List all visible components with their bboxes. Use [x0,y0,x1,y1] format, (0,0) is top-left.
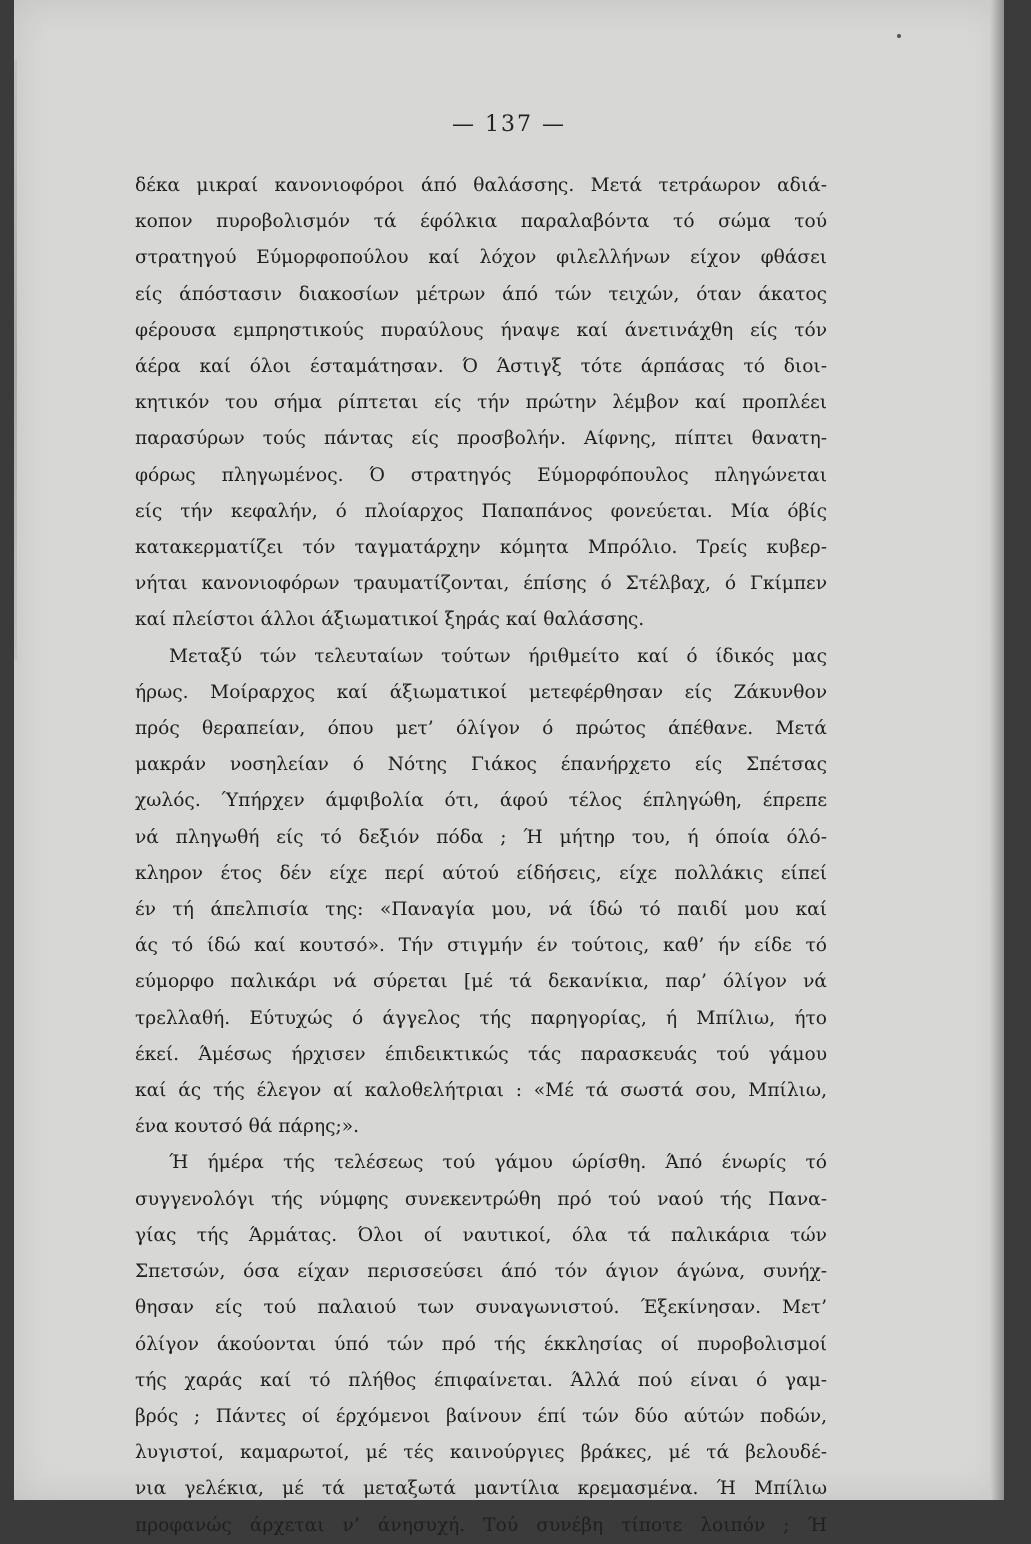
text-line: νήται κανονιοφόρων τραυματίζονται, έπίσης ό Στέλβαχ, ό Γκίμπεν [135,573,827,595]
text-line: προφανώς άρχεται ν’ άνησυχή. Τού συνέβη τίποτε λοιπόν ; Ή [135,1514,827,1536]
text-line: στρατηγού Εύμορφοπούλου καί λόχον φιλελλήνων είχον φθάσει [135,247,827,269]
text-line: ένα κουτσό θά πάρης;». [135,1116,360,1138]
text-line: νά πληγωθή είς τό δεξιόν πόδα ; Ή μήτηρ του, ή όποία όλό- [135,826,827,848]
text-line: θησαν είς τού παλαιού των συναγωνιστού. Έξεκίνησαν. Μετ’ [135,1297,827,1319]
text-line: πρός θεραπείαν, όπου μετ’ όλίγον ό πρώτος άπέθανε. Μετά [135,718,827,740]
text-line: άς τό ίδώ καί κουτσό». Τήν στιγμήν έν τούτοις, καθ’ ήν είδε τό [135,935,827,957]
text-line: νια γελέκια, μέ τά μεταξωτά μαντίλια κρεμασμένα. Ή Μπίλιω [135,1478,827,1500]
text-line: μακράν νοσηλείαν ό Νότης Γιάκος έπανήρχετο είς Σπέτσας [135,754,827,776]
text-line: κοπον πυροβολισμόν τά έφόλκια παραλαβόντα τό σώμα τού [135,211,827,233]
text-line: φόρως πληγωμένος. Ό στρατηγός Εύμορφόπουλος πληγώνεται [135,464,827,486]
text-line: καί άς τής έλεγον αί καλοθελήτριαι : «Μέ τά σωστά σου, Μπίλιω, [135,1080,827,1102]
text-line: Ή ήμέρα τής τελέσεως τού γάμου ώρίσθη. Άπό ένωρίς τό [169,1152,827,1174]
text-line: είς τήν κεφαλήν, ό πλοίαρχος Παπαπάνος φονεύεται. Μία όβίς [135,500,827,522]
text-line: τής χαράς καί τό πλήθος έπιφαίνεται. Άλλά πού είναι ό γαμ- [135,1369,827,1391]
page-number: — 137 — [452,112,566,137]
text-line: γίας τής Άρμάτας. Όλοι οί ναυτικοί, όλα τά παλικάρια τών [135,1224,827,1246]
text-line: Σπετσών, όσα είχαν περισσεύσει άπό τόν άγιον άγώνα, συνήχ- [135,1261,827,1283]
text-line: ήρως. Μοίραρχος καί άξιωματικοί μετεφέρθησαν είς Ζάκυνθον [135,681,827,703]
text-line: κητικόν του σήμα ρίπτεται είς τήν πρώτην λέμβον καί προπλέει [135,392,827,414]
text-line: συγγενολόγι τής νύμφης συνεκεντρώθη πρό τού ναού τής Πανα- [135,1188,827,1210]
book-page [14,0,1004,1536]
text-line: φέρουσα εμπρηστικούς πυραύλους ήναψε καί άνετινάχθη είς τόν [135,319,827,341]
text-line: έν τή άπελπισία της: «Παναγία μου, νά ίδώ τό παιδί μου καί [135,899,827,921]
print-speck [897,34,901,38]
text-line: τρελλαθή. Εύτυχώς ό άγγελος τής παρηγορίας, ή Μπίλιω, ήτο [135,1007,827,1029]
text-line: Μεταξύ τών τελευταίων τούτων ήριθμείτο καί ό ίδικός μας [169,645,827,667]
text-line: λυγιστοί, καμαρωτοί, μέ τές καινούργιες βράκες, μέ τά βελουδέ- [135,1442,827,1464]
text-line: καί πλείστοι άλλοι άξιωματικοί ξηράς καί θαλάσσης. [135,609,645,631]
text-line: κατακερματίζει τόν ταγματάρχην κόμητα Μπρόλιο. Τρείς κυβερ- [135,537,827,559]
page-edge [990,0,1004,1500]
text-line: είς άπόστασιν διακοσίων μέτρων άπό τών τειχών, όταν άκατος [135,283,827,305]
text-line: κληρον έτος δέν είχε περί αύτού είδήσεις, είχε πολλάκις είπεί [135,862,827,884]
text-line: έκεί. Άμέσως ήρχισεν έπιδεικτικώς τάς παρασκευάς τού γάμου [135,1043,827,1065]
text-line: όλίγον άκούονται ύπό τών πρό τής έκκλησίας οί πυροβολισμοί [135,1333,827,1355]
text-line: βρός ; Πάντες οί έρχόμενοι βαίνουν έπί τών δύο αύτών ποδών, [135,1405,827,1427]
body-text [135,168,827,1544]
text-line: εύμορφο παλικάρι νά σύρεται [μέ τά δεκανίκια, παρ’ όλίγον νά [135,971,827,993]
page-fold-shadow [14,60,17,660]
text-line: παρασύρων τούς πάντας είς προσβολήν. Αίφνης, πίπτει θανατη- [135,428,827,450]
text-line: χωλός. Ύπήρχεν άμφιβολία ότι, άφού τέλος έπληγώθη, έπρεπε [135,790,827,812]
text-line: άέρα καί όλοι έσταμάτησαν. Ό Άστιγξ τότε άρπάσας τό διοι- [135,356,827,378]
text-line: δέκα μικραί κανονιοφόροι άπό θαλάσσης. Μετά τετράωρον αδιά- [135,175,827,196]
